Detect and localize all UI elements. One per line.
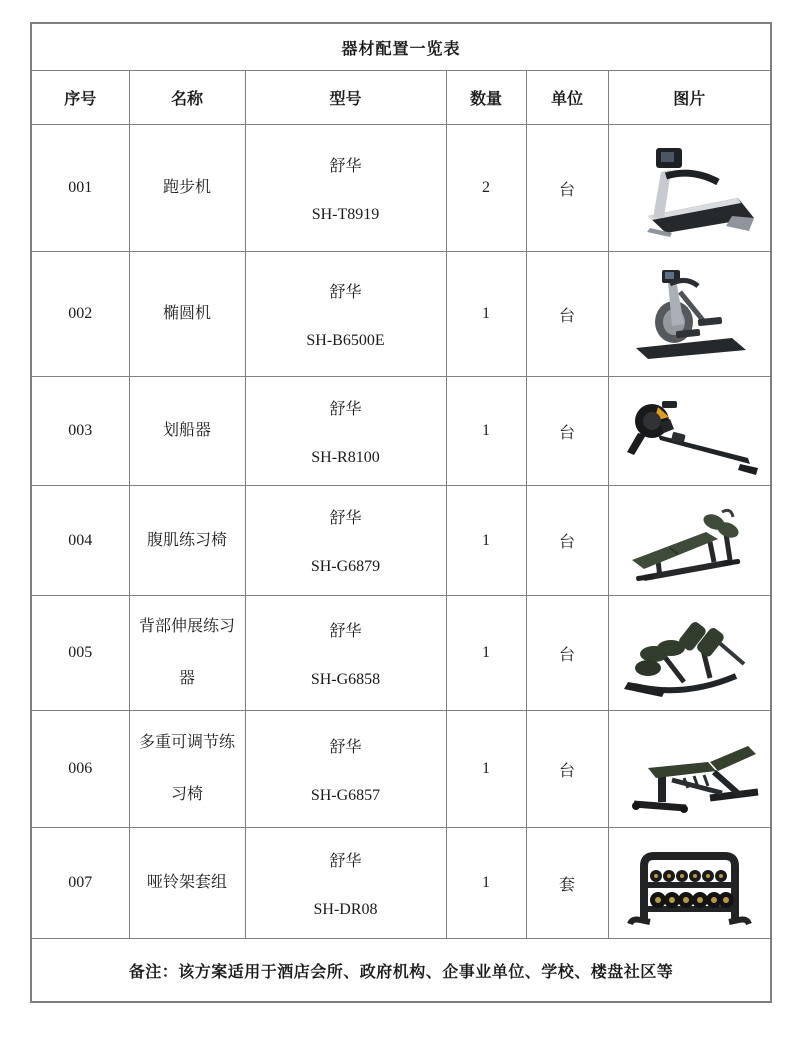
table-row bbox=[31, 828, 771, 939]
cell-serial: 006 bbox=[31, 711, 129, 828]
cell-serial: 002 bbox=[31, 252, 129, 377]
cell-unit: 套 bbox=[526, 828, 608, 939]
brand-text: 舒华 bbox=[329, 852, 362, 870]
col-header-model: 型号 bbox=[245, 71, 446, 125]
cell-image bbox=[608, 125, 771, 252]
table-row bbox=[31, 377, 771, 486]
cell-qty: 2 bbox=[446, 125, 526, 252]
table-row bbox=[31, 596, 771, 711]
rowing-machine-image bbox=[614, 381, 764, 481]
document-page bbox=[0, 22, 800, 1050]
cell-name: 跑步机 bbox=[129, 125, 245, 252]
model-text: SH-DR08 bbox=[313, 900, 378, 918]
cell-model bbox=[245, 125, 446, 252]
cell-unit: 台 bbox=[526, 125, 608, 252]
cell-serial: 001 bbox=[31, 125, 129, 252]
dumbbell-rack-set-image bbox=[614, 832, 764, 934]
table-row bbox=[31, 711, 771, 828]
equipment-table bbox=[30, 22, 772, 1003]
cell-qty: 1 bbox=[446, 596, 526, 711]
title-row bbox=[31, 23, 771, 71]
col-header-qty: 数量 bbox=[446, 71, 526, 125]
col-header-serial: 序号 bbox=[31, 71, 129, 125]
cell-name: 椭圆机 bbox=[129, 252, 245, 377]
model-text: SH-R8100 bbox=[311, 448, 380, 466]
page-title: 器材配置一览表 bbox=[31, 23, 771, 71]
cell-image bbox=[608, 596, 771, 711]
model-text: SH-B6500E bbox=[306, 331, 385, 349]
header-row bbox=[31, 71, 771, 125]
col-header-unit: 单位 bbox=[526, 71, 608, 125]
cell-model bbox=[245, 828, 446, 939]
cell-name: 背部伸展练习器 bbox=[129, 596, 245, 711]
table-row bbox=[31, 252, 771, 377]
brand-text: 舒华 bbox=[329, 510, 362, 527]
cell-name: 划船器 bbox=[129, 377, 245, 486]
cell-model bbox=[245, 377, 446, 486]
cell-unit: 台 bbox=[526, 596, 608, 711]
cell-unit: 台 bbox=[526, 377, 608, 486]
cell-model bbox=[245, 486, 446, 596]
remarks-text: 备注：该方案适用于酒店会所、政府机构、企事业单位、学校、楼盘社区等 bbox=[31, 939, 771, 1003]
table-row bbox=[31, 125, 771, 252]
col-header-image: 图片 bbox=[608, 71, 771, 125]
cell-image bbox=[608, 828, 771, 939]
treadmill-image bbox=[614, 136, 764, 241]
cell-model bbox=[245, 711, 446, 828]
back-extension-bench-image bbox=[614, 602, 764, 704]
cell-image bbox=[608, 377, 771, 486]
note-row bbox=[31, 939, 771, 1003]
cell-qty: 1 bbox=[446, 711, 526, 828]
cell-serial: 003 bbox=[31, 377, 129, 486]
cell-qty: 1 bbox=[446, 377, 526, 486]
brand-text: 舒华 bbox=[329, 622, 362, 640]
model-text: SH-G6879 bbox=[310, 558, 381, 575]
elliptical-trainer-image bbox=[614, 262, 764, 367]
cell-serial: 004 bbox=[31, 486, 129, 596]
cell-unit: 台 bbox=[526, 486, 608, 596]
cell-model bbox=[245, 596, 446, 711]
model-text: SH-G6858 bbox=[310, 670, 381, 688]
cell-unit: 台 bbox=[526, 711, 608, 828]
model-text: SH-G6857 bbox=[310, 786, 381, 804]
brand-text: 舒华 bbox=[329, 400, 362, 418]
brand-text: 舒华 bbox=[329, 738, 362, 756]
cell-name: 哑铃架套组 bbox=[129, 828, 245, 939]
cell-model bbox=[245, 252, 446, 377]
cell-name: 腹肌练习椅 bbox=[129, 486, 245, 596]
cell-unit: 台 bbox=[526, 252, 608, 377]
brand-text: 舒华 bbox=[329, 283, 362, 301]
cell-serial: 005 bbox=[31, 596, 129, 711]
cell-qty: 1 bbox=[446, 486, 526, 596]
cell-image bbox=[608, 486, 771, 596]
cell-image bbox=[608, 252, 771, 377]
cell-qty: 1 bbox=[446, 828, 526, 939]
model-text: SH-T8919 bbox=[311, 205, 380, 223]
cell-serial: 007 bbox=[31, 828, 129, 939]
cell-qty: 1 bbox=[446, 252, 526, 377]
brand-text: 舒华 bbox=[329, 157, 362, 175]
cell-image bbox=[608, 711, 771, 828]
ab-crunch-bench-image bbox=[614, 490, 764, 592]
table-row bbox=[31, 486, 771, 596]
cell-name: 多重可调节练习椅 bbox=[129, 711, 245, 828]
adjustable-bench-image bbox=[614, 718, 764, 820]
col-header-name: 名称 bbox=[129, 71, 245, 125]
